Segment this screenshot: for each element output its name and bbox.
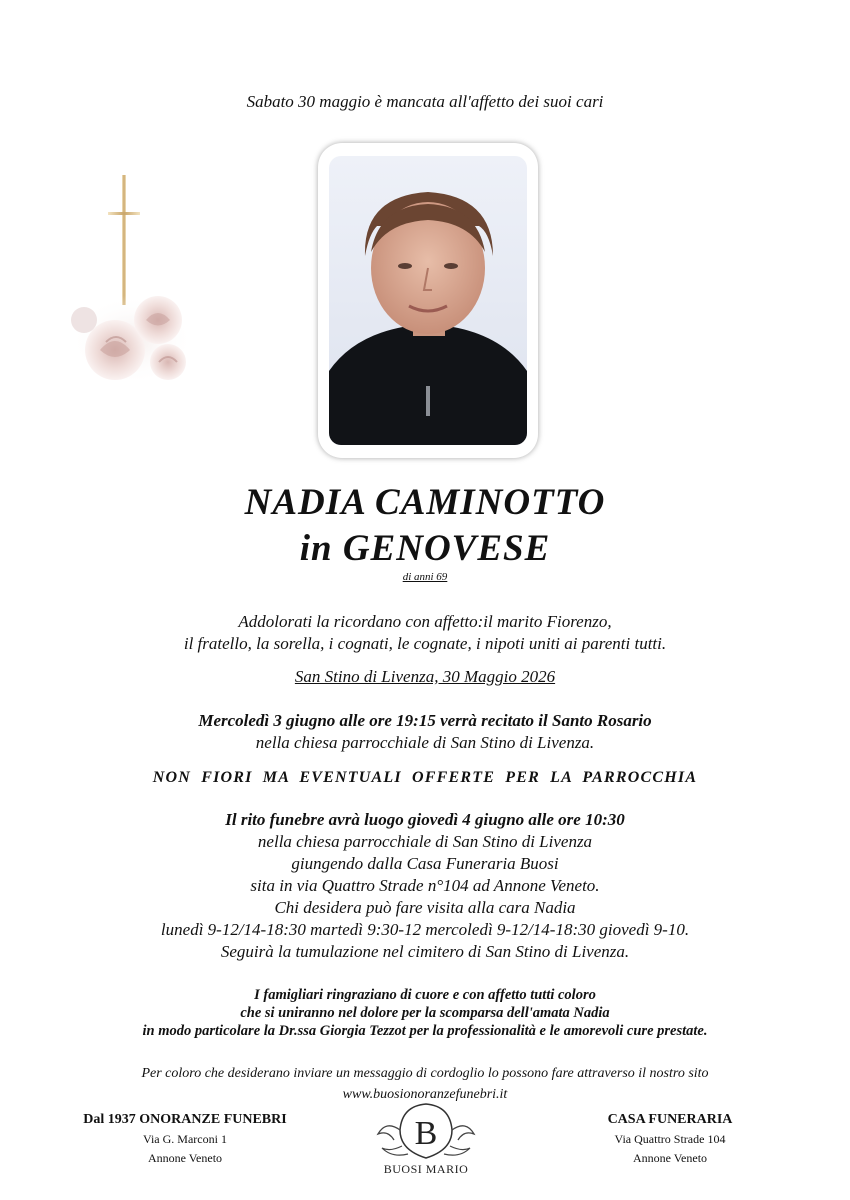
thanks-line: in modo particolare la Dr.ssa Giorgia Tezzot per la professionalità e le amorevoli cure prestate. <box>142 1023 708 1039</box>
funeral-line: giungendo dalla Casa Funeraria Buosi <box>291 854 559 873</box>
deceased-name: NADIA CAMINOTTO <box>244 482 606 523</box>
funeral-home-title: Dal 1937 ONORANZE FUNEBRI <box>83 1112 287 1127</box>
portrait-frame <box>318 143 538 458</box>
funeral-home-address: Via G. Marconi 1 <box>143 1132 227 1146</box>
rosary-line: Mercoledì 3 giugno alle ore 19:15 verrà recitato il Santo Rosario <box>198 711 652 730</box>
portrait-photo <box>329 156 527 445</box>
funeral-line: Seguirà la tumulazione nel cimitero di San Stino di Livenza. <box>220 942 630 961</box>
condolence-text: Per coloro che desiderano inviare un messaggio di cordoglio lo possono fare attraverso il nostro sito <box>141 1066 709 1081</box>
funeral-line: nella chiesa parrocchiale di San Stino di Livenza <box>257 832 593 851</box>
funeral-parlor-title: CASA FUNERARIA <box>607 1112 733 1127</box>
mourners-line: il fratello, la sorella, i cognati, le cognate, i nipoti uniti ai parenti tutti. <box>183 634 667 653</box>
thanks-line: I famigliari ringraziano di cuore e con affetto tutti coloro <box>254 987 596 1003</box>
mourners-line: Addolorati la ricordano con affetto:il marito Fiorenzo, <box>238 612 612 631</box>
funeral-home-city: Annone Veneto <box>147 1151 223 1165</box>
funeral-home-info <box>60 1112 310 1166</box>
funeral-line: Chi desidera può fare visita alla cara Nadia <box>274 898 576 917</box>
place-date: San Stino di Livenza, 30 Maggio 2026 <box>294 667 556 686</box>
funeral-parlor-info <box>565 1112 775 1166</box>
no-flowers-notice: NON FIORI MA EVENTUALI OFFERTE PER LA PARROCCHIA <box>152 769 698 786</box>
website-link[interactable]: www.buosionoranzefunebri.it <box>342 1087 508 1102</box>
intro-text: Sabato 30 maggio è mancata all'affetto dei suoi cari <box>246 92 604 111</box>
funeral-parlor-city: Annone Veneto <box>632 1151 708 1165</box>
thanks-line: che si uniranno nel dolore per la scomparsa dell'amata Nadia <box>240 1005 610 1021</box>
funeral-parlor-address: Via Quattro Strade 104 <box>614 1132 726 1146</box>
age-text: di anni 69 <box>402 571 448 583</box>
logo-letter: B <box>414 1115 438 1152</box>
deceased-married-name: in GENOVESE <box>299 528 551 569</box>
cross-roses-icon <box>70 170 195 390</box>
buosi-crest-icon <box>372 1100 480 1184</box>
logo-text: BUOSI MARIO <box>383 1162 469 1176</box>
funeral-line: sita in via Quattro Strade n°104 ad Annone Veneto. <box>250 876 600 895</box>
rosary-line: nella chiesa parrocchiale di San Stino di Livenza. <box>255 733 595 752</box>
funeral-line: Il rito funebre avrà luogo giovedì 4 giugno alle ore 10:30 <box>225 810 625 829</box>
funeral-line: lunedì 9-12/14-18:30 martedì 9:30-12 mercoledì 9-12/14-18:30 giovedì 9-10. <box>160 920 690 939</box>
